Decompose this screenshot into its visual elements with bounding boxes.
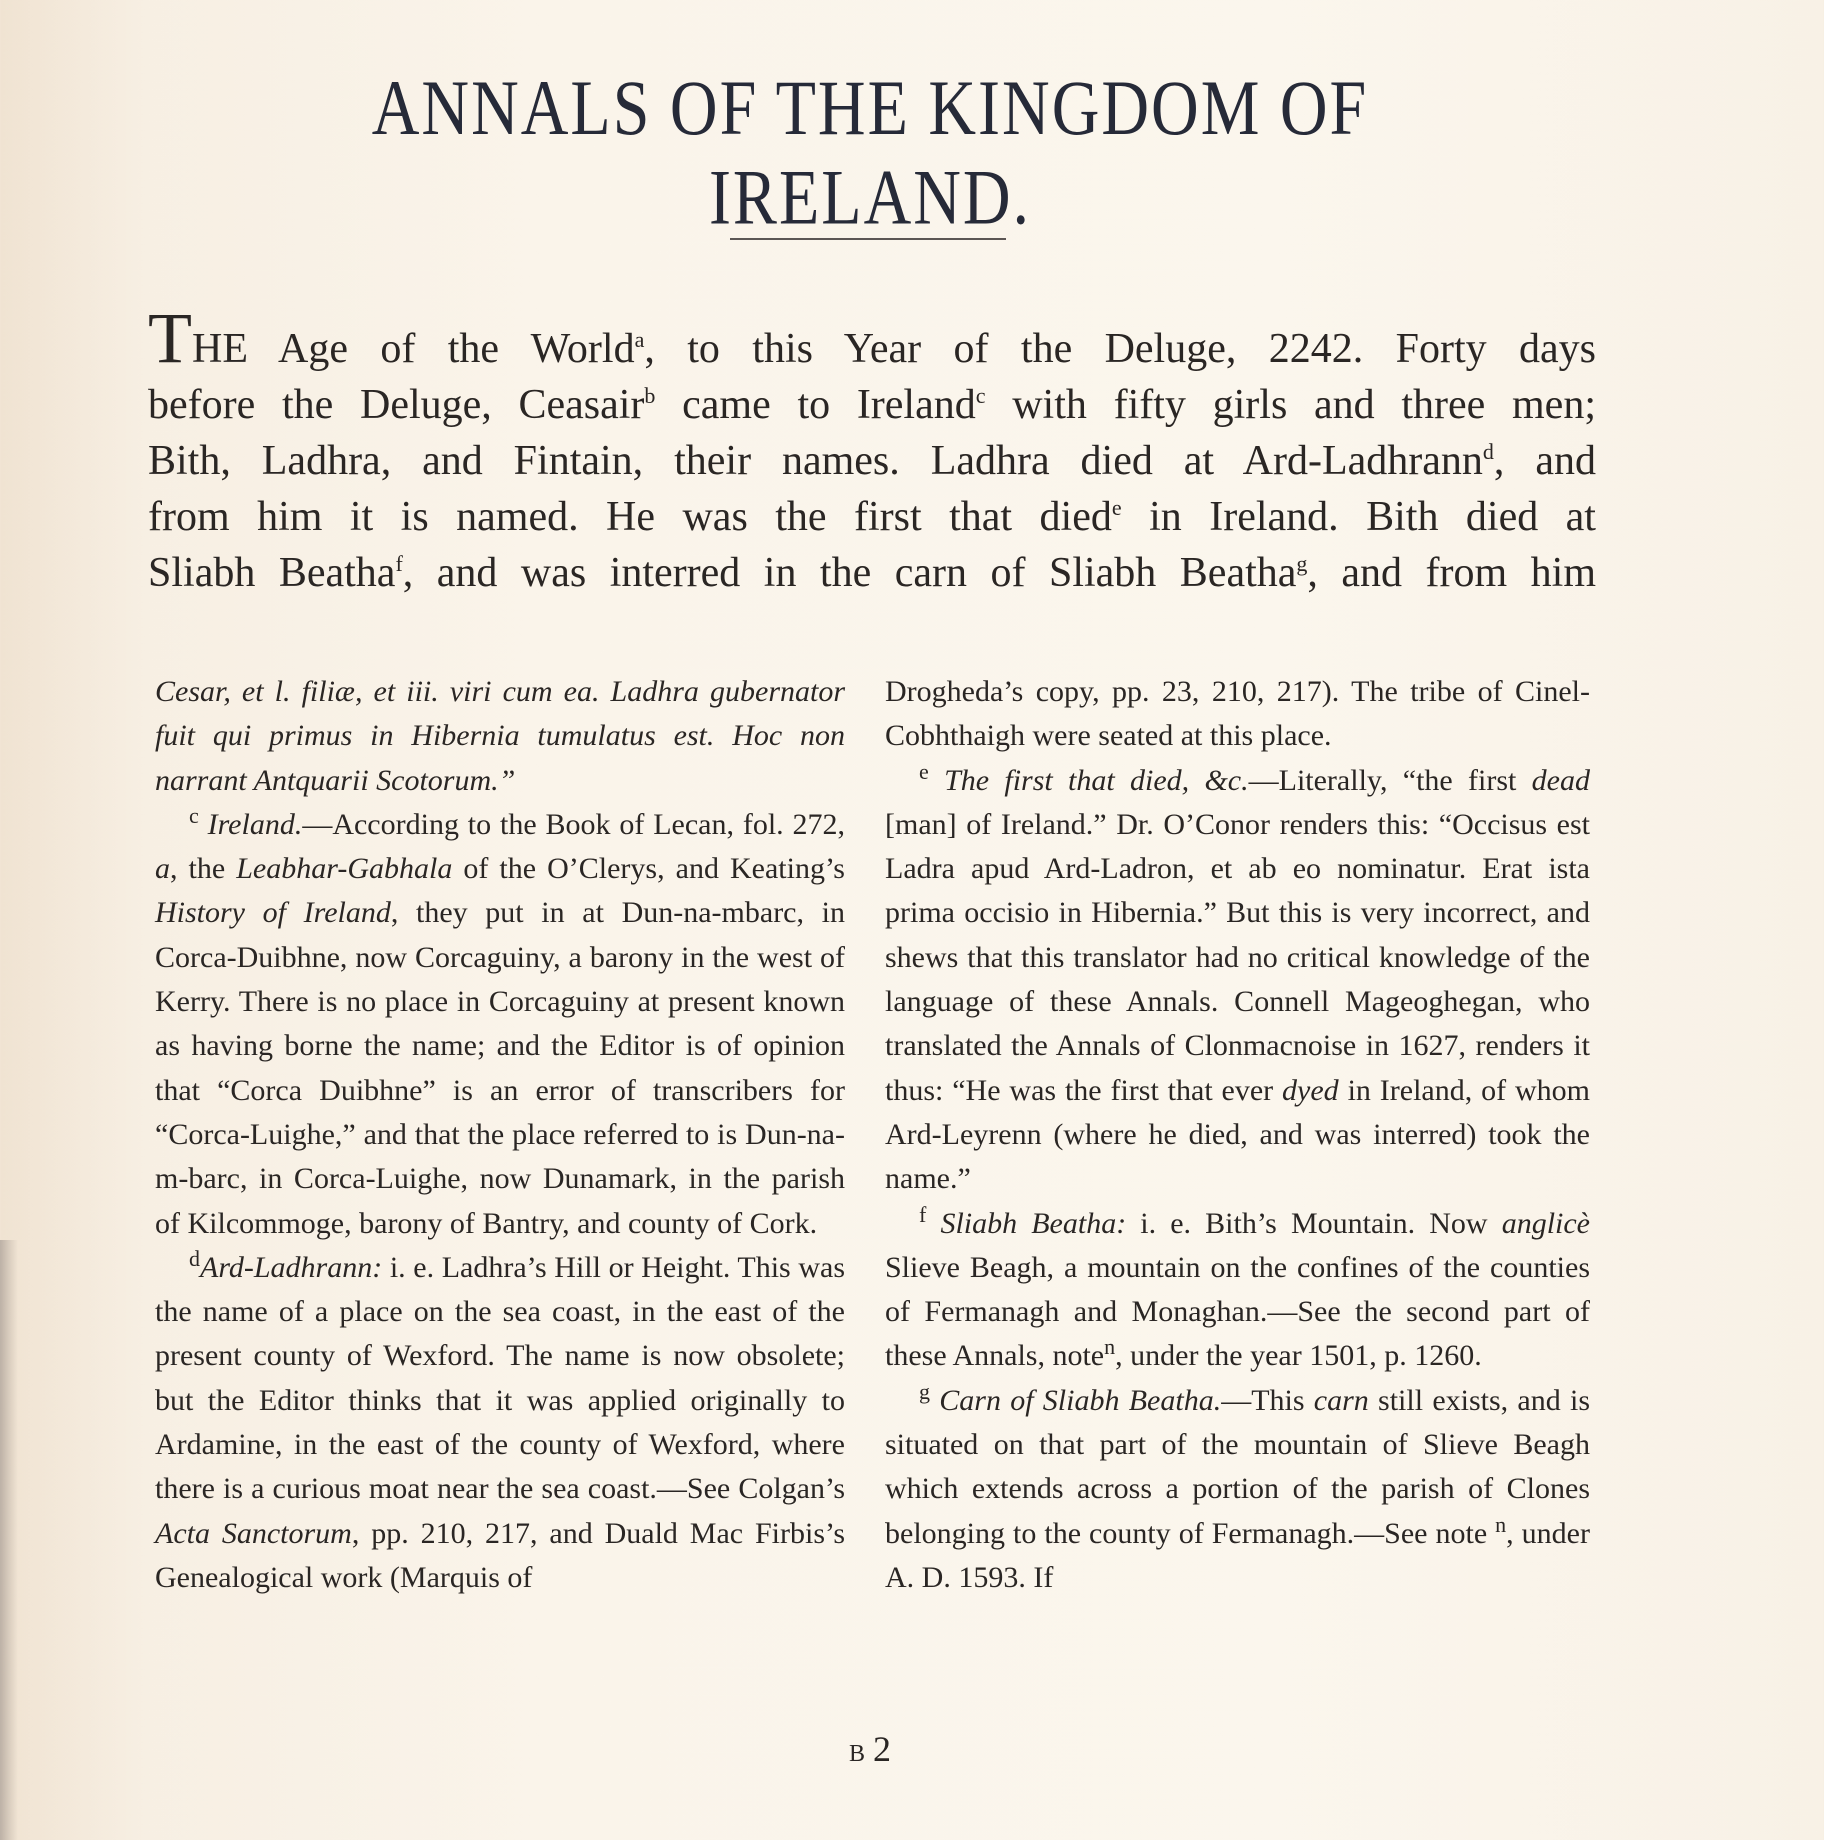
footnote-ref-f: f: [395, 551, 403, 576]
signature-letter: B: [848, 1741, 865, 1767]
main-text: [148, 298, 1596, 601]
main-text-run: , and from him: [1307, 550, 1596, 596]
footnote-ref-a: a: [634, 327, 645, 352]
signature-number: 2: [873, 1729, 891, 1769]
note-marker: d: [189, 1245, 200, 1271]
note-d: [155, 1246, 845, 1600]
note-heading: Ard-Ladhrann:: [200, 1250, 383, 1284]
drop-cap: T: [148, 298, 192, 378]
signature-mark: [820, 1728, 920, 1770]
note-text: still exists, and is situated on that part of the mountain of Slieve Beagh which extends across a portion of the parish of Clones belonging to the county of Fermanagh.—See note: [885, 1383, 1590, 1550]
main-text-run: Bith, Ladhra, and Fintain, their names. Ladhra died at Ard-Ladhrann: [148, 438, 1483, 484]
title-rule: [730, 238, 1006, 240]
footnote-ref-g: g: [1296, 551, 1308, 576]
note-text: carn: [1313, 1383, 1369, 1417]
main-text-run: , and was interred in the carn of Sliabh Beatha: [402, 550, 1297, 596]
note-e: [885, 759, 1590, 1202]
note-text: a: [155, 852, 170, 886]
main-text-run: Sliabh Beatha: [148, 550, 396, 596]
note-marker: g: [919, 1378, 930, 1404]
page-title: ANNALS OF THE KINGDOM OF IRELAND.: [371, 65, 1369, 242]
note-heading: Sliabh Beatha:: [940, 1206, 1127, 1240]
note-continued: Drogheda’s copy, pp. 23, 210, 217). The tribe of Cinel-Cobhthaigh were seated at this place.: [885, 675, 1590, 753]
notes-column-left: [155, 670, 845, 1600]
main-line-1: [148, 298, 1596, 378]
note-text: , the: [170, 852, 237, 886]
note-marker: c: [189, 802, 199, 828]
note-text: i. e. Ladhra’s Hill or Height. This was the name of a place on the sea coast, in the east of the present county of Wexford. The name is now obsolete; but the Editor thinks that it was applied originally to Ardamine, in the east of the county of Wexford, where there is a curious moat near the sea coast.—See Colgan’s: [155, 1250, 845, 1506]
footnote-ref-c: c: [975, 383, 986, 408]
note-marker: n: [1104, 1334, 1116, 1360]
note-text: dyed: [1282, 1073, 1339, 1107]
note-text: dead: [1531, 763, 1590, 797]
main-text-run: with fifty girls and three men;: [985, 382, 1596, 428]
note-text: i. e. Bith’s Mountain. Now: [1126, 1206, 1502, 1240]
note-heading: Carn of Sliabh Beatha.: [939, 1383, 1222, 1417]
footnote-ref-e: e: [1111, 495, 1122, 520]
note-text: —This: [1221, 1383, 1314, 1417]
note-text: Cesar, et l. filiæ, et iii. viri cum ea. Ladhra gubernator fuit qui primus in Hibernia tumulatus est. Hoc non narrant Antquarii Scotorum.”: [155, 675, 845, 797]
note-title-ref: Leabhar-Gabhala: [236, 852, 453, 886]
note-f: [885, 1202, 1590, 1379]
note-heading: Ireland.: [207, 807, 303, 841]
note-text: , pp. 210, 217, and Duald Mac Firbis’s Genealogical work (Marquis of: [155, 1516, 846, 1594]
footnote-ref-b: b: [644, 383, 656, 408]
page-edge: [0, 1240, 18, 1840]
note-text: , they put in at Dun-na-mbarc, in Corca-Duibhne, now Corcaguiny, a barony in the west of Kerry. There is no place in Corcaguiny at present known as having borne the name; and the Editor is of opinion that “Corca Duibhne” is an error of transcribers for “Corca-Luighe,” and that the place referred to is Dun-na-m-barc, in Corca-Luighe, now Dunamark, in the parish of Kilcommoge, barony of Bantry, and county of Cork.: [155, 896, 845, 1240]
note-g: [885, 1379, 1590, 1600]
main-text-run: , to this Year of the Deluge, 2242. Forty days: [644, 326, 1596, 372]
note-title-ref: History of Ireland: [155, 896, 391, 930]
note-text: , under the year 1501, p. 1260.: [1115, 1339, 1482, 1373]
main-line-4: [148, 489, 1596, 545]
note-text: Slieve Beagh, a mountain on the confines of the counties of Fermanagh and Monaghan.—See the second part of these Annals, note: [885, 1250, 1590, 1373]
main-text-run: , and: [1493, 438, 1596, 484]
note-c: [155, 803, 845, 1246]
note-marker: n: [1495, 1511, 1507, 1537]
main-text-run: from him it is named. He was the first that died: [148, 494, 1112, 540]
main-line-2: [148, 377, 1596, 433]
main-text-run: before the Deluge, Ceasair: [148, 382, 645, 428]
note-text: anglicè: [1501, 1206, 1590, 1240]
note-title-ref: Acta Sanctorum: [155, 1516, 352, 1550]
note-marker: e: [919, 758, 929, 784]
note-continued: [155, 670, 845, 803]
note-text: in Ireland, of whom Ard-Leyrenn (where he died, and was interred) took the name.”: [885, 1073, 1590, 1196]
note-marker: f: [919, 1201, 927, 1227]
notes-column-right: [885, 670, 1590, 1600]
note-text: [man] of Ireland.” Dr. O’Conor renders this: “Occisus est Ladra apud Ard-Ladron, et ab eo nominatur. Erat ista prima occisio in Hibernia.” But this is very incorrect, and shews that this translator had no critical knowledge of the language of these Annals. Connell Mageoghegan, who translated the Annals of Clonmacnoise in 1627, renders it thus: “He was the first that ever: [885, 807, 1590, 1107]
main-line-5: [148, 545, 1596, 601]
main-line-3: [148, 433, 1596, 489]
main-text-run: HE Age of the World: [191, 326, 635, 372]
note-heading: The first that died, &c.: [944, 763, 1249, 797]
note-text: , under A. D. 1593. If: [885, 1516, 1590, 1594]
note-text: —According to the Book of Lecan, fol. 272,: [302, 807, 846, 841]
main-text-run: in Ireland. Bith died at: [1121, 494, 1596, 540]
main-text-run: came to Ireland: [655, 382, 976, 428]
note-text: —Literally, “the first: [1248, 763, 1532, 797]
note-text: of the O’Clerys, and Keating’s: [452, 852, 845, 886]
footnote-ref-d: d: [1482, 439, 1494, 464]
